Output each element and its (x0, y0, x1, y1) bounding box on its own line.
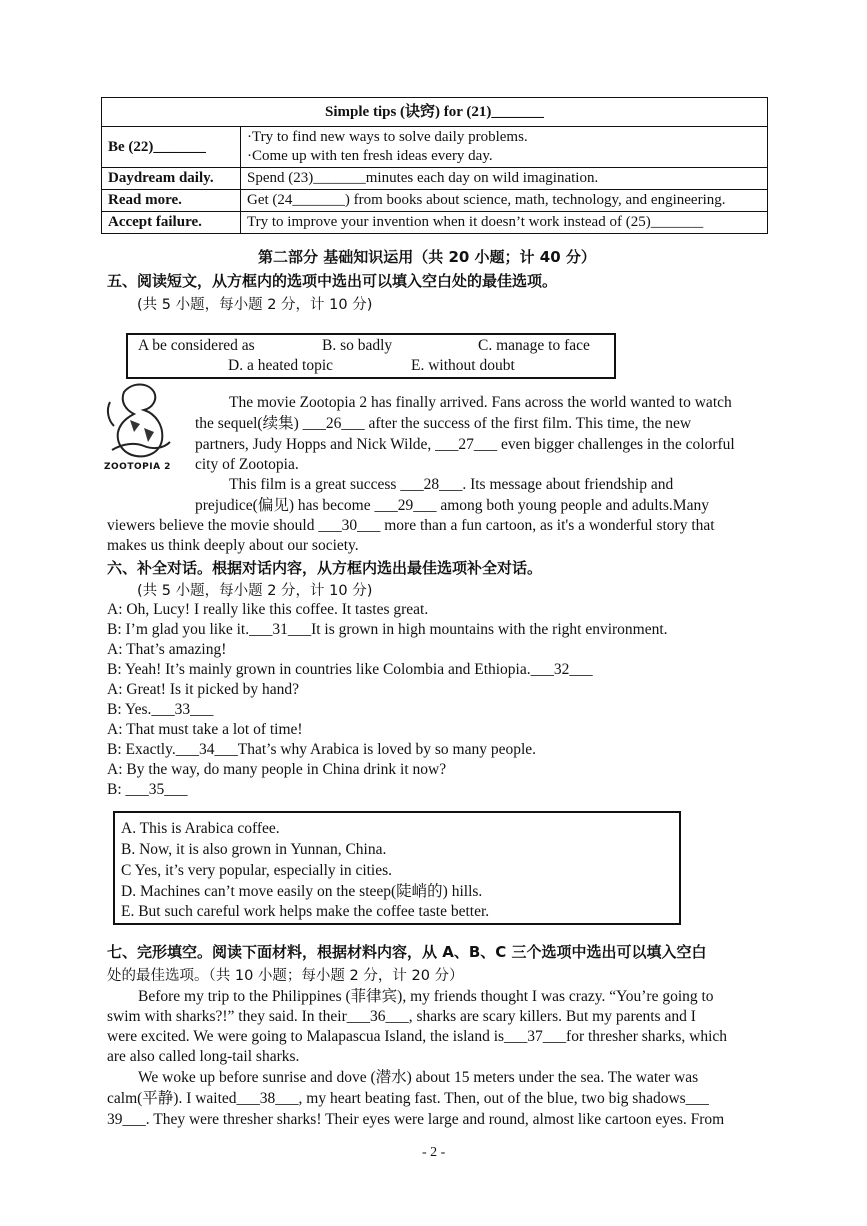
tips-table-title: Simple tips (诀窍) for (21)_______ (102, 98, 768, 127)
option-c: C. manage to face (478, 337, 590, 354)
option-a: A be considered as (138, 337, 255, 354)
tips-line: Spend (23)_______minutes each day on wild imagination. (241, 168, 768, 190)
passage-line: The movie Zootopia 2 has finally arrived. Fans across the world wanted to watch (229, 394, 732, 411)
cloze-line: are also called long-tail sharks. (107, 1048, 300, 1065)
zootopia-logo-text: ZOOTOPIA 2 (104, 462, 171, 472)
passage-line: prejudice(偏见) has become ___29___ among both young people and adults.Many (195, 497, 709, 514)
option-c: C Yes, it’s very popular, especially in cities. (121, 862, 393, 879)
option-b: B. Now, it is also grown in Yunnan, China. (121, 841, 387, 858)
option-e: E. without doubt (411, 357, 515, 374)
tips-line: ·Come up with ten fresh ideas every day. (247, 148, 493, 164)
dialogue-line: B: Exactly.___34___That’s why Arabica is loved by so many people. (107, 741, 537, 758)
sec7-title-line2: 处的最佳选项。（共 10 小题；每小题 2 分，计 20 分） (107, 968, 464, 984)
passage-line: the sequel(续集) ___26___ after the success of the first film. This time, the new (195, 415, 692, 432)
sec7-title-line1: 七、完形填空。阅读下面材料，根据材料内容，从 A、B、C 三个选项中选出可以填入空白 (107, 943, 707, 961)
sec5-options-box (126, 333, 616, 379)
dialogue-line: A: Great! Is it picked by hand? (107, 681, 299, 698)
tips-table (101, 97, 768, 234)
page-number: - 2 - (422, 1145, 446, 1160)
option-d: D. Machines can’t move easily on the steep(陡峭的) hills. (121, 883, 483, 900)
passage-line: This film is a great success ___28___. Its message about friendship and (229, 476, 674, 493)
option-d: D. a heated topic (228, 357, 334, 374)
cloze-line: swim with sharks?!” they said. In their___36___, sharks are scary killers. But my parents and I (107, 1008, 696, 1025)
cloze-line: calm(平静). I waited___38___, my heart beating fast. Then, out of the blue, two big shadows___ (107, 1090, 709, 1107)
cloze-line: were excited. We were going to Malapascua Island, the island is___37___for thresher sharks, which (107, 1028, 728, 1045)
tips-row-content (241, 127, 768, 168)
option-a: A. This is Arabica coffee. (121, 820, 280, 837)
part2-heading: 第二部分 基础知识运用（共 20 小题；计 40 分） (258, 248, 596, 266)
tips-line: ·Try to find new ways to solve daily problems. (247, 129, 528, 145)
sec6-title: 六、补全对话。根据对话内容，从方框内选出最佳选项补全对话。 (107, 559, 543, 577)
option-b: B. so badly (322, 337, 393, 354)
tips-line: Try to improve your invention when it doesn’t work instead of (25)_______ (241, 212, 768, 234)
sec6-options-box (113, 811, 681, 925)
cloze-line: Before my trip to the Philippines (菲律宾), my friends thought I was crazy. “You’re going to (138, 988, 714, 1005)
zootopia-logo (104, 380, 176, 480)
dialogue-line: B: Yeah! It’s mainly grown in countries like Colombia and Ethiopia.___32___ (107, 661, 593, 678)
passage-line: makes us think deeply about our society. (107, 537, 359, 554)
passage-line: city of Zootopia. (195, 456, 299, 473)
tips-row-label: Read more. (102, 190, 241, 212)
tips-row-label: Accept failure. (102, 212, 241, 234)
dialogue-line: A: That must take a lot of time! (107, 721, 303, 738)
cloze-line: We woke up before sunrise and dove (潜水) about 15 meters under the sea. The water was (138, 1069, 699, 1086)
dialogue-line: B: ___35___ (107, 781, 188, 798)
passage-line: partners, Judy Hopps and Nick Wilde, ___27___ even bigger challenges in the colorful (195, 436, 735, 453)
tips-row-label: Be (22)_______ (102, 127, 241, 168)
sec5-note: (共 5 小题，每小题 2 分，计 10 分) (137, 297, 373, 313)
cloze-line: 39___. They were thresher sharks! Their eyes were large and round, almost like cartoon eyes. From (107, 1111, 725, 1128)
dialogue-line: B: I’m glad you like it.___31___It is grown in high mountains with the right environment. (107, 621, 668, 638)
dialogue-line: A: By the way, do many people in China drink it now? (107, 761, 447, 778)
option-e: E. But such careful work helps make the coffee taste better. (121, 903, 490, 920)
sec5-title: 五、阅读短文，从方框内的选项中选出可以填入空白处的最佳选项。 (107, 272, 558, 290)
tips-line: Get (24_______) from books about science, math, technology, and engineering. (241, 190, 768, 212)
tips-row-label: Daydream daily. (102, 168, 241, 190)
sec6-note: (共 5 小题，每小题 2 分，计 10 分) (137, 583, 373, 599)
dialogue-line: B: Yes.___33___ (107, 701, 214, 718)
dialogue-line: A: That’s amazing! (107, 641, 227, 658)
passage-line: viewers believe the movie should ___30___ more than a fun cartoon, as it's a wonderful story that (107, 517, 715, 534)
dialogue-line: A: Oh, Lucy! I really like this coffee. It tastes great. (107, 601, 429, 618)
